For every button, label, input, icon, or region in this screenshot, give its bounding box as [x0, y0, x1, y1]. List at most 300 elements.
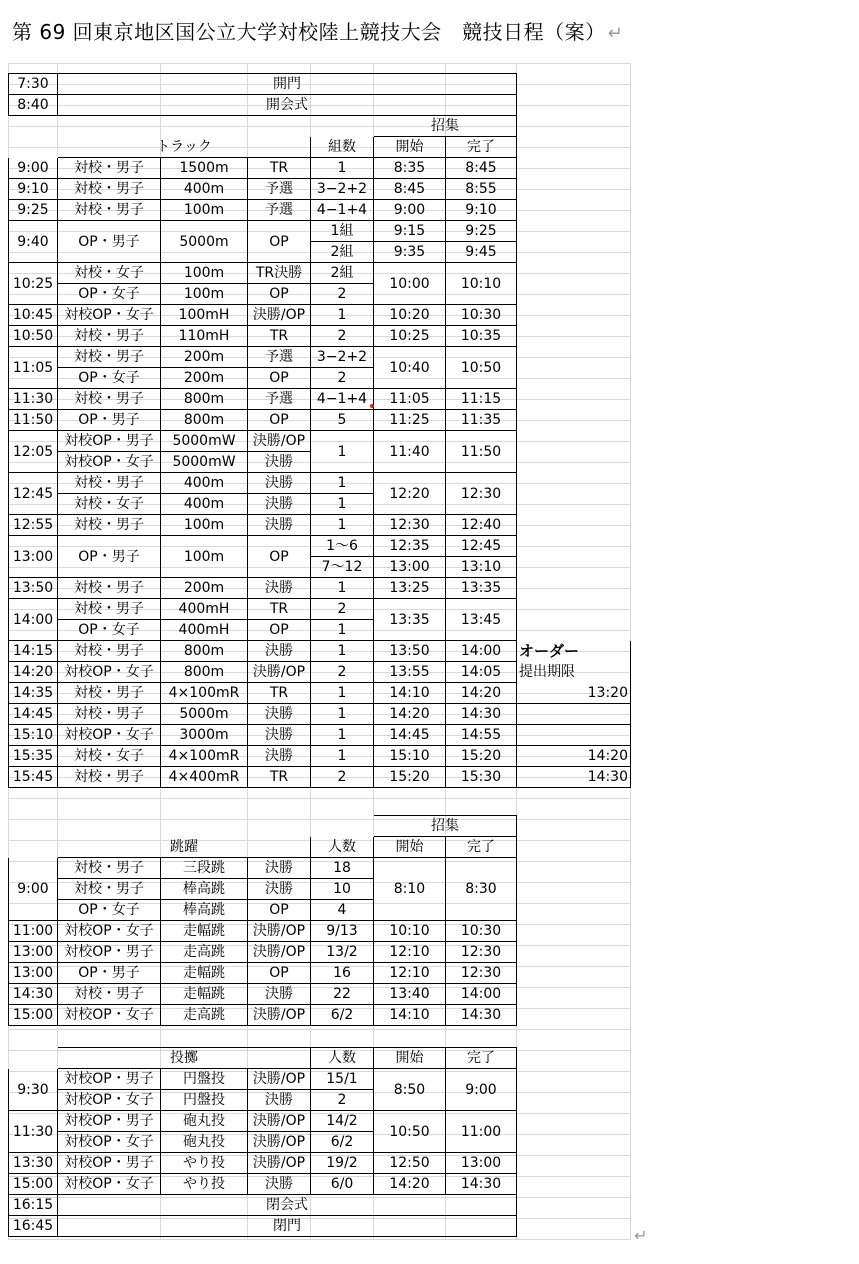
count-cell: 6/2 [311, 1005, 374, 1026]
empty-cell [517, 942, 631, 963]
round-cell: OP [248, 536, 311, 578]
empty-cell [517, 536, 631, 557]
table-row [9, 1069, 631, 1090]
empty-cell [517, 1153, 631, 1174]
category-cell: 対校OP・女子 [58, 1005, 161, 1026]
count-cell: 2組 [311, 263, 374, 284]
count-cell: 2 [311, 326, 374, 347]
category-cell: 対校OP・女子 [58, 452, 161, 473]
call-start-cell: 14:20 [374, 704, 446, 725]
time-cell: 14:30 [9, 984, 58, 1005]
event-cell: 800m [161, 662, 248, 683]
count-cell: 2組 [311, 242, 374, 263]
count-cell: 13/2 [311, 942, 374, 963]
table-row [9, 221, 631, 242]
empty-cell [517, 900, 631, 921]
event-cell: 100mH [161, 305, 248, 326]
count-cell: 1 [311, 704, 374, 725]
event-cell: 5000mW [161, 452, 248, 473]
round-cell: 決勝 [248, 858, 311, 879]
call-start-cell: 8:50 [374, 1069, 446, 1111]
round-cell: 決勝/OP [248, 1132, 311, 1153]
category-cell: 対校OP・女子 [58, 725, 161, 746]
category-cell: OP・男子 [58, 221, 161, 263]
time-cell: 14:35 [9, 683, 58, 704]
call-start-cell: 13:50 [374, 641, 446, 662]
event-cell: 走幅跳 [161, 963, 248, 984]
round-cell: TR [248, 326, 311, 347]
ceremony-cell: 開会式 [58, 95, 517, 116]
page-title [12, 16, 623, 45]
event-cell: 3000m [161, 725, 248, 746]
count-cell: 1 [311, 515, 374, 536]
count-cell: 1 [311, 494, 374, 515]
empty-cell [311, 116, 374, 137]
call-start-cell: 9:00 [374, 200, 446, 221]
table-row [9, 900, 631, 921]
event-cell: 200m [161, 347, 248, 368]
round-cell: TR決勝 [248, 263, 311, 284]
table-row [9, 137, 631, 158]
time-cell: 14:20 [9, 662, 58, 683]
category-cell: 対校OP・女子 [58, 1174, 161, 1195]
empty-cell [517, 158, 631, 179]
table-row [9, 725, 631, 746]
round-cell: 決勝 [248, 473, 311, 494]
table-row [9, 410, 631, 431]
count-cell: 1 [311, 158, 374, 179]
event-cell: 走高跳 [161, 1005, 248, 1026]
time-cell: 16:15 [9, 1195, 58, 1216]
empty-cell [517, 95, 631, 116]
table-row [9, 284, 631, 305]
call-start-header: 開始 [374, 137, 446, 158]
round-cell: OP [248, 620, 311, 641]
table-row [9, 599, 631, 620]
call-start-cell: 12:50 [374, 1153, 446, 1174]
time-cell: 7:30 [9, 74, 58, 95]
empty-cell [517, 137, 631, 158]
empty-cell [517, 263, 631, 284]
call-start-cell: 12:10 [374, 942, 446, 963]
call-start-cell: 11:40 [374, 431, 446, 473]
event-cell: 棒高跳 [161, 900, 248, 921]
table-row [9, 683, 631, 704]
ceremony-cell: 開門 [58, 74, 517, 95]
category-cell: 対校・女子 [58, 263, 161, 284]
call-start-cell: 10:40 [374, 347, 446, 389]
table-row [9, 305, 631, 326]
empty-cell [517, 368, 631, 389]
round-cell: 決勝 [248, 494, 311, 515]
event-cell: 棒高跳 [161, 879, 248, 900]
table-row [9, 879, 631, 900]
category-cell: 対校・女子 [58, 494, 161, 515]
time-cell: 10:45 [9, 305, 58, 326]
empty-cell [517, 963, 631, 984]
empty-cell [517, 410, 631, 431]
empty-cell [517, 620, 631, 641]
gridline-horizontal [8, 63, 630, 64]
call-start-cell: 10:25 [374, 326, 446, 347]
opening-table [8, 73, 631, 116]
category-cell: 対校OP・女子 [58, 1132, 161, 1153]
count-cell: 6/0 [311, 1174, 374, 1195]
empty-cell [9, 116, 58, 137]
call-start-cell: 14:10 [374, 1005, 446, 1026]
time-cell: 12:05 [9, 431, 58, 473]
category-cell: 対校・男子 [58, 473, 161, 494]
call-end-cell: 14:00 [446, 641, 517, 662]
category-cell: 対校・男子 [58, 704, 161, 725]
call-start-cell: 10:50 [374, 1111, 446, 1153]
table-row [9, 368, 631, 389]
call-start-cell: 8:35 [374, 158, 446, 179]
event-cell: 400m [161, 494, 248, 515]
category-cell: 対校・男子 [58, 515, 161, 536]
event-cell: 5000mW [161, 431, 248, 452]
count-header: 人数 [311, 837, 374, 858]
empty-cell [517, 557, 631, 578]
empty-cell [517, 179, 631, 200]
call-end-cell: 14:55 [446, 725, 517, 746]
call-end-cell: 15:20 [446, 746, 517, 767]
empty-cell [517, 305, 631, 326]
time-cell: 14:15 [9, 641, 58, 662]
call-start-cell: 13:40 [374, 984, 446, 1005]
call-start-cell: 11:05 [374, 389, 446, 410]
order-title: オーダー [517, 641, 631, 662]
call-end-cell: 11:50 [446, 431, 517, 473]
call-start-cell: 12:10 [374, 963, 446, 984]
category-cell: 対校・男子 [58, 984, 161, 1005]
empty-cell [517, 284, 631, 305]
category-cell: OP・女子 [58, 284, 161, 305]
empty-cell [517, 1090, 631, 1111]
count-cell: 2 [311, 662, 374, 683]
round-cell: 決勝 [248, 746, 311, 767]
empty-cell [517, 473, 631, 494]
empty-cell [517, 837, 631, 858]
event-cell: 800m [161, 410, 248, 431]
event-cell: 400mH [161, 599, 248, 620]
count-cell: 15/1 [311, 1069, 374, 1090]
round-cell: TR [248, 158, 311, 179]
table-row [9, 1153, 631, 1174]
order-subtitle: 提出期限 [517, 662, 631, 683]
count-cell: 1 [311, 725, 374, 746]
time-cell: 13:50 [9, 578, 58, 599]
empty-cell [517, 74, 631, 95]
empty-cell [517, 858, 631, 879]
count-cell: 19/2 [311, 1153, 374, 1174]
call-end-cell: 13:10 [446, 557, 517, 578]
event-cell: やり投 [161, 1153, 248, 1174]
count-cell: 1 [311, 305, 374, 326]
section-header: トラック [58, 137, 311, 158]
event-cell: 5000m [161, 704, 248, 725]
call-end-cell: 9:45 [446, 242, 517, 263]
time-cell: 13:00 [9, 536, 58, 578]
time-cell: 9:10 [9, 179, 58, 200]
count-cell: 7〜12 [311, 557, 374, 578]
round-cell: TR [248, 767, 311, 788]
time-cell: 13:30 [9, 1153, 58, 1174]
time-cell: 11:00 [9, 921, 58, 942]
round-cell: 決勝 [248, 1174, 311, 1195]
table-row [9, 1195, 631, 1216]
empty-cell [517, 116, 631, 137]
time-cell: 15:10 [9, 725, 58, 746]
table-row [9, 1005, 631, 1026]
event-cell: 走高跳 [161, 942, 248, 963]
round-cell: 決勝 [248, 1090, 311, 1111]
empty-cell [517, 1111, 631, 1132]
call-end-cell: 10:10 [446, 263, 517, 305]
category-cell: 対校OP・男子 [58, 431, 161, 452]
table-row [9, 963, 631, 984]
round-cell: 決勝 [248, 515, 311, 536]
count-cell: 2 [311, 767, 374, 788]
call-end-cell: 13:35 [446, 578, 517, 599]
empty-cell [517, 326, 631, 347]
empty-cell [517, 515, 631, 536]
count-cell: 2 [311, 284, 374, 305]
category-cell: 対校・男子 [58, 158, 161, 179]
call-start-cell: 13:00 [374, 557, 446, 578]
count-cell: 4 [311, 900, 374, 921]
table-row [9, 921, 631, 942]
event-cell: やり投 [161, 1174, 248, 1195]
section-header: 投擲 [58, 1048, 311, 1069]
round-cell: 決勝 [248, 452, 311, 473]
count-cell: 1 [311, 578, 374, 599]
call-start-cell: 8:45 [374, 179, 446, 200]
round-cell: TR [248, 599, 311, 620]
empty-cell [517, 1132, 631, 1153]
time-cell: 14:45 [9, 704, 58, 725]
category-cell: 対校・男子 [58, 767, 161, 788]
round-cell: 決勝 [248, 578, 311, 599]
table-row [9, 1048, 631, 1069]
call-start-cell: 15:10 [374, 746, 446, 767]
category-cell: 対校OP・男子 [58, 1153, 161, 1174]
title-text: 第 69 回東京地区国公立大学対校陸上競技大会 競技日程（案） [12, 20, 606, 44]
event-cell: 100m [161, 515, 248, 536]
empty-cell [517, 578, 631, 599]
event-cell: 100m [161, 263, 248, 284]
call-start-cell: 12:20 [374, 473, 446, 515]
table-row [9, 473, 631, 494]
empty-cell [517, 1195, 631, 1216]
table-row [9, 74, 631, 95]
empty-cell [248, 816, 311, 837]
empty-cell [517, 200, 631, 221]
count-cell: 1 [311, 431, 374, 473]
call-end-cell: 11:35 [446, 410, 517, 431]
round-cell: 決勝 [248, 641, 311, 662]
time-cell: 11:05 [9, 347, 58, 389]
empty-cell [517, 242, 631, 263]
event-cell: 5000m [161, 221, 248, 263]
call-start-cell: 10:00 [374, 263, 446, 305]
empty-cell [9, 816, 58, 837]
call-start-cell: 13:55 [374, 662, 446, 683]
empty-cell [517, 879, 631, 900]
call-end-cell: 10:30 [446, 305, 517, 326]
call-end-cell: 12:40 [446, 515, 517, 536]
event-cell: 400m [161, 473, 248, 494]
time-cell: 9:40 [9, 221, 58, 263]
round-cell: 決勝 [248, 879, 311, 900]
table-row [9, 347, 631, 368]
category-cell: 対校・男子 [58, 683, 161, 704]
time-cell: 13:00 [9, 963, 58, 984]
category-cell: OP・男子 [58, 963, 161, 984]
category-cell: 対校OP・男子 [58, 1069, 161, 1090]
event-cell: 円盤投 [161, 1069, 248, 1090]
empty-cell [161, 116, 248, 137]
table-row [9, 179, 631, 200]
time-cell: 11:30 [9, 1111, 58, 1153]
count-cell: 3−2+2 [311, 347, 374, 368]
call-start-cell: 10:20 [374, 305, 446, 326]
table-row [9, 984, 631, 1005]
round-cell: OP [248, 900, 311, 921]
round-cell: OP [248, 410, 311, 431]
round-cell: 決勝 [248, 984, 311, 1005]
event-cell: 走幅跳 [161, 984, 248, 1005]
order-deadline-cell [517, 704, 631, 725]
table-row [9, 837, 631, 858]
call-start-cell: 8:10 [374, 858, 446, 921]
count-cell: 4−1+4 [311, 389, 374, 410]
call-end-cell: 12:30 [446, 963, 517, 984]
call-end-cell: 14:30 [446, 1174, 517, 1195]
order-deadline-cell: 14:20 [517, 746, 631, 767]
time-cell: 14:00 [9, 599, 58, 641]
empty-cell [9, 137, 58, 158]
call-end-header: 完了 [446, 137, 517, 158]
empty-cell [517, 984, 631, 1005]
count-cell: 1〜6 [311, 536, 374, 557]
count-header: 組数 [311, 137, 374, 158]
table-row [9, 1111, 631, 1132]
event-cell: 800m [161, 641, 248, 662]
event-cell: 200m [161, 578, 248, 599]
time-cell: 11:50 [9, 410, 58, 431]
event-cell: 4×400mR [161, 767, 248, 788]
empty-cell [517, 431, 631, 452]
count-cell: 5 [311, 410, 374, 431]
time-cell: 15:00 [9, 1005, 58, 1026]
ceremony-cell: 閉門 [58, 1216, 517, 1237]
category-cell: 対校・男子 [58, 641, 161, 662]
track-table [8, 115, 631, 788]
empty-cell [517, 1005, 631, 1026]
empty-cell [161, 816, 248, 837]
call-start-header: 開始 [374, 1048, 446, 1069]
empty-cell [9, 837, 58, 858]
count-cell: 2 [311, 599, 374, 620]
event-cell: 400mH [161, 620, 248, 641]
empty-cell [517, 1174, 631, 1195]
call-end-cell: 8:30 [446, 858, 517, 921]
order-deadline-cell [517, 725, 631, 746]
call-end-cell: 9:10 [446, 200, 517, 221]
red-dot-marker [370, 404, 374, 408]
time-cell: 10:50 [9, 326, 58, 347]
gridline-horizontal [8, 1239, 630, 1240]
call-end-cell: 10:50 [446, 347, 517, 389]
table-row [9, 431, 631, 452]
count-cell: 9/13 [311, 921, 374, 942]
table-row [9, 536, 631, 557]
call-end-cell: 12:45 [446, 536, 517, 557]
round-cell: 決勝/OP [248, 921, 311, 942]
round-cell: 予選 [248, 200, 311, 221]
call-start-cell: 13:35 [374, 599, 446, 641]
table-row [9, 858, 631, 879]
call-end-cell: 10:35 [446, 326, 517, 347]
empty-cell [517, 1069, 631, 1090]
round-cell: 決勝/OP [248, 1069, 311, 1090]
gridline-horizontal [8, 798, 630, 799]
empty-cell [311, 816, 374, 837]
call-end-cell: 8:45 [446, 158, 517, 179]
call-end-cell: 10:30 [446, 921, 517, 942]
time-cell: 9:00 [9, 858, 58, 921]
call-end-cell: 11:15 [446, 389, 517, 410]
count-cell: 1 [311, 683, 374, 704]
call-group-header: 招集 [374, 816, 517, 837]
round-cell: 予選 [248, 347, 311, 368]
call-end-cell: 12:30 [446, 942, 517, 963]
time-cell: 13:00 [9, 942, 58, 963]
call-end-cell: 13:45 [446, 599, 517, 641]
call-end-cell: 13:00 [446, 1153, 517, 1174]
end-return-mark-icon: ↵ [634, 1226, 648, 1245]
call-start-cell: 10:10 [374, 921, 446, 942]
table-row [9, 816, 631, 837]
call-end-cell: 9:25 [446, 221, 517, 242]
event-cell: 1500m [161, 158, 248, 179]
time-cell: 8:40 [9, 95, 58, 116]
table-row [9, 95, 631, 116]
event-cell: 円盤投 [161, 1090, 248, 1111]
table-row [9, 942, 631, 963]
empty-cell [517, 816, 631, 837]
category-cell: 対校・男子 [58, 389, 161, 410]
time-cell: 15:00 [9, 1174, 58, 1195]
table-row [9, 200, 631, 221]
time-cell: 9:25 [9, 200, 58, 221]
table-row [9, 1174, 631, 1195]
event-cell: 400m [161, 179, 248, 200]
table-row [9, 662, 631, 683]
call-group-header: 招集 [374, 116, 517, 137]
call-start-cell: 15:20 [374, 767, 446, 788]
empty-cell [517, 1216, 631, 1237]
event-cell: 100m [161, 536, 248, 578]
call-end-cell: 14:20 [446, 683, 517, 704]
time-cell: 15:35 [9, 746, 58, 767]
category-cell: 対校・男子 [58, 347, 161, 368]
empty-cell [517, 921, 631, 942]
category-cell: 対校OP・女子 [58, 1090, 161, 1111]
category-cell: OP・男子 [58, 536, 161, 578]
call-end-cell: 9:00 [446, 1069, 517, 1111]
